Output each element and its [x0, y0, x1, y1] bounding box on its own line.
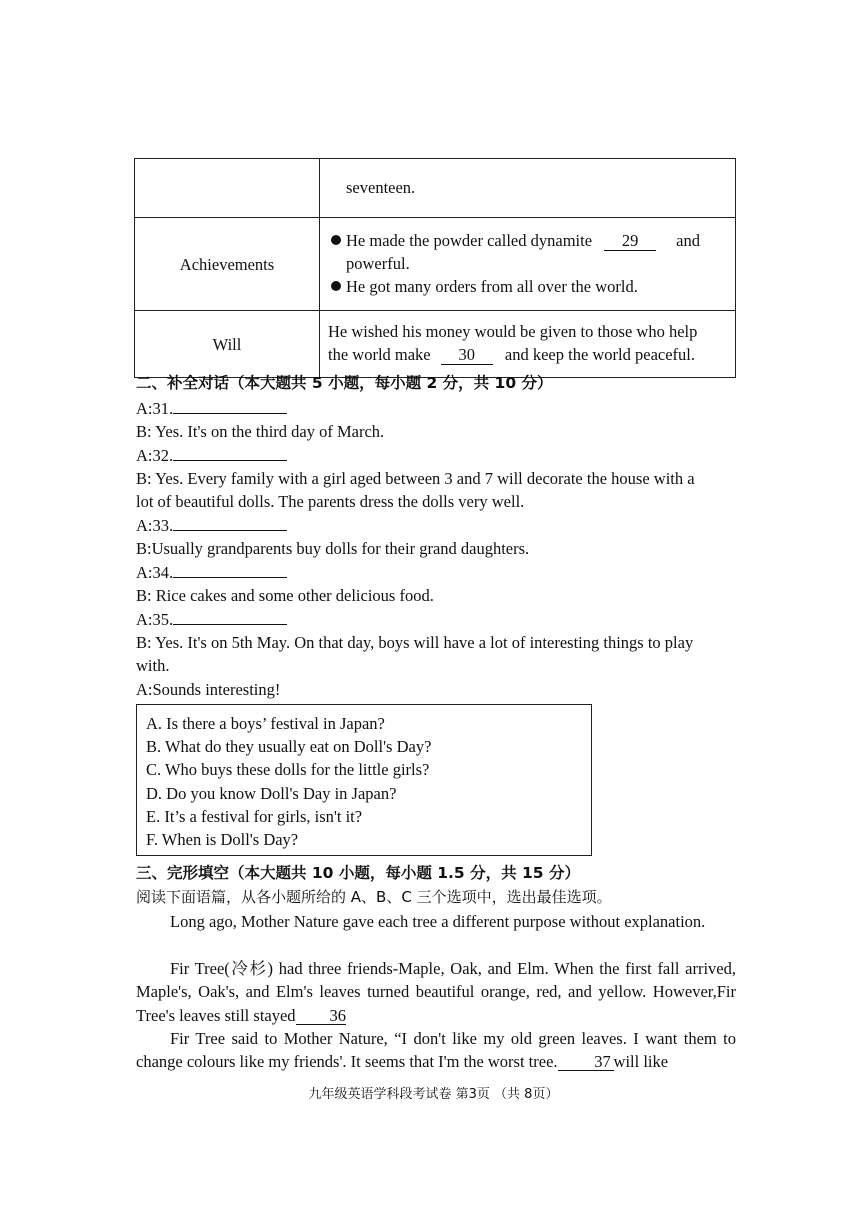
dialogue-line-a33: A:33. — [136, 514, 287, 537]
table-row — [135, 218, 736, 311]
blank-29: 29 — [604, 232, 656, 251]
option-item: B. What do they usually eat on Doll's Day? — [146, 737, 432, 757]
blank-30: 30 — [441, 346, 493, 365]
passage-paragraph-1: Long ago, Mother Nature gave each tree a different purpose without explanation. — [170, 912, 706, 931]
dialogue-line: lot of beautiful dolls. The parents dress the dolls very well. — [136, 492, 525, 511]
dialogue-line-a35: A:35. — [136, 608, 287, 631]
option-item: C. Who buys these dolls for the little girls? — [146, 760, 430, 780]
row-content: seventeen. — [320, 159, 736, 218]
passage-paragraph-3: Fir Tree said to Mother Nature, “I don't like my old green leaves. I want them to change colours like my friends'. It seems that I'm the worst tree. 37 will like — [136, 1029, 736, 1072]
section-2-heading: 二、补全对话（本大题共 5 小题，每小题 2 分，共 10 分） — [136, 374, 553, 392]
dialogue-line: B:Usually grandparents buy dolls for their grand daughters. — [136, 539, 530, 558]
answer-blank-32[interactable] — [173, 444, 287, 461]
dialogue-line-a34: A:34. — [136, 561, 287, 584]
answer-blank-33[interactable] — [173, 514, 287, 531]
answer-blank-35[interactable] — [173, 608, 287, 625]
row-label-will: Will — [135, 311, 320, 378]
row-content-will: He wished his money would be given to those who help the world make 30 and keep the world peaceful. — [320, 311, 736, 378]
blank-37: 37 — [558, 1053, 614, 1071]
page-footer: 九年级英语学科段考试卷 第3页 （共 8页） — [308, 1087, 559, 1102]
row-content-achievements — [320, 218, 736, 311]
blank-36: 36 — [296, 1007, 346, 1025]
section-3-instruction: 阅读下面语篇，从各小题所给的 A、B、C 三个选项中，选出最佳选项。 — [136, 888, 612, 906]
dialogue-line-a31: A:31. — [136, 397, 287, 420]
dialogue-line: B: Yes. It's on the third day of March. — [136, 422, 385, 441]
passage-paragraph-2: Fir Tree(冷杉) had three friends-Maple, Oak, and Elm. When the first fall arrived, Maple's, Oak's, and Elm's leaves turned beautiful orange, red, and yellow. However,Fir Tree's leaves still stayed 36 — [136, 959, 736, 1025]
dialogue-line: B: Rice cakes and some other delicious food. — [136, 586, 434, 605]
section-3-heading: 三、完形填空（本大题共 10 小题，每小题 1.5 分，共 15 分） — [136, 864, 580, 882]
table-row — [135, 159, 736, 218]
row-label-achievements: Achievements — [135, 218, 320, 311]
option-item: A. Is there a boys’ festival in Japan? — [146, 714, 385, 733]
dialogue-line: with. — [136, 656, 170, 675]
option-item: E. It’s a festival for girls, isn't it? — [146, 806, 363, 826]
dialogue-line: A:Sounds interesting! — [136, 680, 281, 699]
answer-blank-31[interactable] — [173, 397, 287, 414]
option-item: F. When is Doll's Day? — [146, 830, 299, 850]
table-row — [135, 311, 736, 378]
dialogue-line-a32: A:32. — [136, 444, 287, 467]
dialogue-line: B: Yes. It's on 5th May. On that day, boys will have a lot of interesting things to play — [136, 633, 694, 652]
row-label — [135, 159, 320, 218]
options-box — [136, 704, 592, 856]
dialogue-line: B: Yes. Every family with a girl aged between 3 and 7 will decorate the house with a — [136, 469, 695, 488]
option-item: D. Do you know Doll's Day in Japan? — [146, 783, 397, 803]
answer-blank-34[interactable] — [173, 561, 287, 578]
nobel-info-table — [134, 158, 736, 378]
bullet-item: He made the powder called dynamite 29 and powerful. — [330, 229, 727, 275]
bullet-item: He got many orders from all over the world. — [330, 275, 727, 298]
